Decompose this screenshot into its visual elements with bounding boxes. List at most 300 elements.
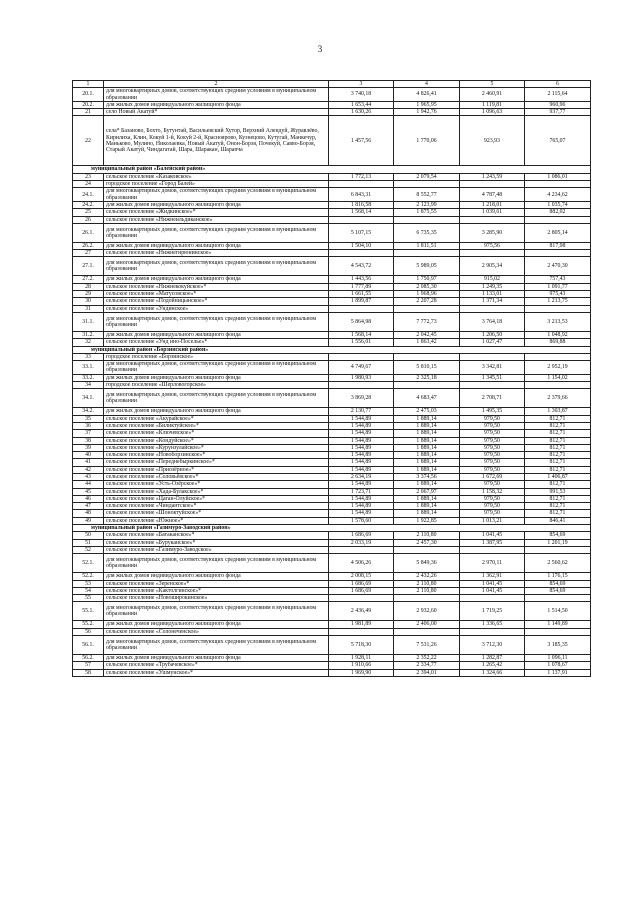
value-cell: 5 849,36: [394, 554, 460, 573]
value-cell: 8 552,77: [394, 188, 460, 202]
row-number: 24: [73, 181, 104, 188]
row-name: сельское поселение «Ключевское»*: [104, 430, 329, 437]
row-number: 36: [73, 422, 104, 429]
value-cell: 4 506,26: [329, 554, 394, 573]
table-row: [73, 408, 591, 415]
value-cell: 1 928,11: [329, 655, 394, 662]
value-cell: 3 712,30: [460, 636, 525, 655]
value-cell: 1 371,34: [460, 298, 525, 305]
row-number: 55: [73, 595, 104, 602]
value-cell: 979,50: [460, 510, 525, 517]
row-number: 57: [73, 662, 104, 669]
value-cell: [525, 216, 591, 223]
row-number: 58: [73, 669, 104, 676]
value-cell: 1 889,14: [394, 459, 460, 466]
value-cell: [394, 595, 460, 602]
row-number: 39: [73, 444, 104, 451]
row-name: для многоквартирных домов, соответствующих средним условиям в муниципальном образовании: [104, 257, 329, 276]
table-row: [73, 595, 591, 602]
row-name: сельское поселение «Жидкинское»*: [104, 209, 329, 216]
row-name: сельское поселение «Шоноктуйское»*: [104, 510, 329, 517]
value-cell: [329, 382, 394, 389]
row-name: для жилых домов индивидуального жилищного фонда: [104, 621, 329, 628]
value-cell: 1 041,45: [460, 580, 525, 587]
value-cell: 2 008,15: [329, 573, 394, 580]
value-cell: 2 560,62: [525, 554, 591, 573]
row-name: сельское поселение «Матусовское»*: [104, 291, 329, 298]
value-cell: 1 544,89: [329, 422, 394, 429]
table-row: [73, 481, 591, 488]
value-cell: 1 048,92: [525, 331, 591, 338]
value-cell: 979,50: [460, 466, 525, 473]
value-cell: 1 544,89: [329, 452, 394, 459]
value-cell: 979,50: [460, 495, 525, 502]
value-cell: [394, 546, 460, 553]
row-name: сельское поселение «Казаковское»: [104, 173, 329, 180]
value-cell: [525, 546, 591, 553]
value-cell: [329, 305, 394, 312]
header-cell: 2: [104, 81, 329, 88]
value-cell: 1 980,93: [329, 374, 394, 381]
row-number: 32: [73, 339, 104, 346]
table-row: [73, 109, 591, 116]
row-name: сельское поселение «Буруканское»*: [104, 539, 329, 546]
value-cell: 1 158,32: [460, 488, 525, 495]
value-cell: 975,43: [525, 291, 591, 298]
row-number: 33: [73, 353, 104, 360]
value-cell: 1 133,01: [460, 291, 525, 298]
row-number: 38: [73, 437, 104, 444]
table-row: [73, 580, 591, 587]
row-number: 40: [73, 452, 104, 459]
table-row: [73, 510, 591, 517]
value-cell: 1 653,44: [329, 101, 394, 108]
value-cell: 4 683,47: [394, 389, 460, 408]
value-cell: 979,50: [460, 481, 525, 488]
header-cell: 1: [73, 81, 104, 88]
row-name: для многоквартирных домов, соответствующих средним условиям в муниципальном образовании: [104, 554, 329, 573]
table-row: [73, 250, 591, 257]
value-cell: 1 544,89: [329, 495, 394, 502]
row-number: 49: [73, 517, 104, 524]
value-cell: 812,71: [525, 444, 591, 451]
header-cell: 5: [460, 81, 525, 88]
row-number: 31: [73, 305, 104, 312]
value-cell: 1 544,89: [329, 466, 394, 473]
value-cell: 1 568,14: [329, 209, 394, 216]
table-row: [73, 415, 591, 422]
value-cell: 2 110,80: [394, 532, 460, 539]
value-cell: 5 989,05: [394, 257, 460, 276]
value-cell: 7 772,73: [394, 312, 460, 331]
value-cell: 1 096,11: [525, 655, 591, 662]
value-cell: [394, 353, 460, 360]
value-cell: [329, 216, 394, 223]
value-cell: 1 544,89: [329, 430, 394, 437]
row-number: 26: [73, 216, 104, 223]
value-cell: 1 544,89: [329, 437, 394, 444]
table-row: [73, 382, 591, 389]
value-cell: 5 810,15: [394, 361, 460, 375]
row-name: сельское поселение «Переднебыркинское»*: [104, 459, 329, 466]
value-cell: [394, 628, 460, 635]
row-name: для многоквартирных домов, соответствующих средним условиям в муниципальном образовании: [104, 636, 329, 655]
value-cell: 979,50: [460, 415, 525, 422]
table-row: [73, 517, 591, 524]
row-number: 50: [73, 532, 104, 539]
value-cell: 1 249,35: [460, 283, 525, 290]
value-cell: 1 981,89: [329, 621, 394, 628]
value-cell: 915,02: [460, 276, 525, 283]
row-name: сельское поселение «Ушмунское»*: [104, 669, 329, 676]
value-cell: 854,69: [525, 587, 591, 594]
value-cell: [525, 382, 591, 389]
value-cell: [329, 250, 394, 257]
value-cell: 757,43: [525, 276, 591, 283]
table-row: [73, 532, 591, 539]
value-cell: 1 544,89: [329, 415, 394, 422]
value-cell: 1 443,56: [329, 276, 394, 283]
value-cell: 2 432,26: [394, 573, 460, 580]
row-number: 33.1.: [73, 361, 104, 375]
row-number: 24.2.: [73, 201, 104, 208]
value-cell: 1 544,89: [329, 510, 394, 517]
value-cell: 1 041,45: [460, 532, 525, 539]
value-cell: [460, 353, 525, 360]
table-row: [73, 554, 591, 573]
value-cell: [329, 595, 394, 602]
value-cell: 3 285,90: [460, 223, 525, 242]
row-name: для жилых домов индивидуального жилищного фонда: [104, 101, 329, 108]
value-cell: 1 889,14: [394, 430, 460, 437]
row-number: 34: [73, 382, 104, 389]
row-number: 42: [73, 466, 104, 473]
value-cell: 1 686,69: [329, 580, 394, 587]
value-cell: 1 495,35: [460, 408, 525, 415]
table-row: [73, 495, 591, 502]
value-cell: 1 863,42: [394, 339, 460, 346]
table-row: [73, 452, 591, 459]
table-row: [73, 628, 591, 635]
value-cell: 6 735,35: [394, 223, 460, 242]
row-name: сельское поселение «Нижнеильдиканское»: [104, 216, 329, 223]
value-cell: 1 910,66: [329, 662, 394, 669]
value-cell: 812,71: [525, 437, 591, 444]
row-name: сельское поселение «Акурайское»*: [104, 415, 329, 422]
value-cell: 812,71: [525, 430, 591, 437]
row-number: 47: [73, 503, 104, 510]
row-number: 27: [73, 250, 104, 257]
row-number: 56: [73, 628, 104, 635]
row-name: сельское поселение «Батаканское»*: [104, 532, 329, 539]
row-name: сельское поселение «Зеренское»*: [104, 580, 329, 587]
section-title: муниципальный район «Борзинский район»: [73, 346, 591, 353]
value-cell: [460, 181, 525, 188]
table-row: [73, 539, 591, 546]
row-name: сельское поселение «Цаган-Олуйское»*: [104, 495, 329, 502]
value-cell: 1 154,02: [525, 374, 591, 381]
row-name: сельское поселение «Солонеченское»: [104, 628, 329, 635]
value-cell: 3 764,18: [460, 312, 525, 331]
row-name: для многоквартирных домов, соответствующих средним условиям в муниципальном образовании: [104, 223, 329, 242]
row-number: 35: [73, 415, 104, 422]
value-cell: 1 362,91: [460, 573, 525, 580]
table-row: [73, 223, 591, 242]
row-number: 20.1.: [73, 88, 104, 102]
table-row: [73, 422, 591, 429]
value-cell: 1 119,81: [460, 101, 525, 108]
value-cell: 2 394,01: [394, 669, 460, 676]
table-row: [73, 173, 591, 180]
row-number: 27.2.: [73, 276, 104, 283]
value-cell: 817,98: [525, 242, 591, 249]
row-name: сельское поселение «Чиндантское»*: [104, 503, 329, 510]
value-cell: 6 843,31: [329, 188, 394, 202]
row-name: сельское поселение «Курунзулайское»*: [104, 444, 329, 451]
row-name: сельское поселение «Трубачевское»*: [104, 662, 329, 669]
value-cell: 4 234,62: [525, 188, 591, 202]
row-number: 52: [73, 546, 104, 553]
value-cell: 846,41: [525, 517, 591, 524]
value-cell: 1 889,14: [394, 452, 460, 459]
value-cell: 2 325,18: [394, 374, 460, 381]
table-row: [73, 116, 591, 166]
row-number: 28: [73, 283, 104, 290]
value-cell: 1 630,26: [329, 109, 394, 116]
row-number: 48: [73, 510, 104, 517]
value-cell: 2 406,00: [394, 621, 460, 628]
value-cell: 2 115,64: [525, 88, 591, 102]
row-name: сельское поселение «Новоширокинское»: [104, 595, 329, 602]
value-cell: 1 282,87: [460, 655, 525, 662]
row-name: сельское поселение «Кактолгинское»*: [104, 587, 329, 594]
value-cell: 1 750,97: [394, 276, 460, 283]
table-row: [73, 305, 591, 312]
value-cell: 979,50: [460, 437, 525, 444]
value-cell: 923,93: [460, 116, 525, 166]
value-cell: 3 342,81: [460, 361, 525, 375]
value-cell: 1 035,74: [525, 201, 591, 208]
table-row: [73, 546, 591, 553]
header-cell: 3: [329, 81, 394, 88]
value-cell: 2 207,28: [394, 298, 460, 305]
row-number: 56.1.: [73, 636, 104, 655]
value-cell: 1 345,51: [460, 374, 525, 381]
value-cell: 3 374,56: [394, 473, 460, 480]
row-number: 34.1.: [73, 389, 104, 408]
value-cell: 1 899,87: [329, 298, 394, 305]
value-cell: 2 110,80: [394, 580, 460, 587]
value-cell: 1 661,55: [329, 291, 394, 298]
value-cell: 4 826,41: [394, 88, 460, 102]
tariff-table: [72, 80, 591, 677]
value-cell: 2 457,30: [394, 539, 460, 546]
table-row: [73, 216, 591, 223]
value-cell: 2 805,14: [525, 223, 591, 242]
value-cell: 1 772,13: [329, 173, 394, 180]
table-row: [73, 587, 591, 594]
value-cell: [525, 628, 591, 635]
row-name: городское поселение «Город Балей»: [104, 181, 329, 188]
row-name: сельское поселение «Новоборзинское»*: [104, 452, 329, 459]
row-name: сельское поселение «Нижнегирюнинское»: [104, 250, 329, 257]
value-cell: 1 218,01: [460, 201, 525, 208]
value-cell: 1 889,14: [394, 466, 460, 473]
value-cell: 1 406,87: [525, 473, 591, 480]
row-name: городское поселение «Шерловогорское»: [104, 382, 329, 389]
value-cell: 4 543,72: [329, 257, 394, 276]
value-cell: [460, 546, 525, 553]
value-cell: 882,02: [525, 209, 591, 216]
row-number: 34.2.: [73, 408, 104, 415]
value-cell: 1 137,91: [525, 669, 591, 676]
value-cell: [460, 382, 525, 389]
table-row: [73, 181, 591, 188]
value-cell: 1 965,95: [394, 101, 460, 108]
value-cell: 1 176,15: [525, 573, 591, 580]
value-cell: 3 213,53: [525, 312, 591, 331]
value-cell: 812,71: [525, 415, 591, 422]
value-cell: 1 723,71: [329, 488, 394, 495]
value-cell: 1 889,14: [394, 481, 460, 488]
row-name: сельское поселение «Хада-Булакское»*: [104, 488, 329, 495]
page-number: 3: [317, 44, 323, 54]
value-cell: 812,71: [525, 459, 591, 466]
value-cell: 7 531,26: [394, 636, 460, 655]
value-cell: 1 968,96: [394, 291, 460, 298]
header-row: [73, 81, 591, 88]
value-cell: 979,50: [460, 444, 525, 451]
value-cell: 1 889,14: [394, 422, 460, 429]
row-number: 37: [73, 430, 104, 437]
value-cell: 1 457,56: [329, 116, 394, 166]
table-row: [73, 503, 591, 510]
value-cell: 960,96: [525, 101, 591, 108]
table-row: [73, 283, 591, 290]
table-row: [73, 361, 591, 375]
value-cell: 2 123,99: [394, 201, 460, 208]
value-cell: 1 942,76: [394, 109, 460, 116]
row-number: 56.2.: [73, 655, 104, 662]
value-cell: 1 027,47: [460, 339, 525, 346]
row-name: села* Базаново, Бохто, Бутунтай, Васильевский Хутор, Верхний Алендуй, Журавлёво, Кирилиха, Клин, Кокуй 1-й, Кокуй 2-й, Красноярово, Кузнецово, Кутугай, Манкечур, Маньково, Мулино, Николаевка, Новый Акатуй, Онон-Борзя, Почекуй, Савво-Борзя, Старый Акатуй, Чиндагатай, Шара, Шаракан, Шарanча: [104, 116, 329, 166]
value-cell: [394, 181, 460, 188]
row-number: 53: [73, 580, 104, 587]
table-row: [73, 188, 591, 202]
value-cell: [394, 305, 460, 312]
section-title: муниципальный район «Газимуро-Заводский район»: [73, 525, 591, 532]
value-cell: 2 079,54: [394, 173, 460, 180]
row-name: для жилых домов индивидуального жилищного фонда: [104, 201, 329, 208]
value-cell: [460, 305, 525, 312]
value-cell: [525, 353, 591, 360]
value-cell: 1 544,89: [329, 444, 394, 451]
value-cell: 1 556,01: [329, 339, 394, 346]
value-cell: 1 889,14: [394, 444, 460, 451]
value-cell: 1 514,50: [525, 602, 591, 621]
row-number: 54: [73, 587, 104, 594]
row-name: сельское поселение «Приозёрное»*: [104, 466, 329, 473]
value-cell: 979,50: [460, 459, 525, 466]
row-number: 45: [73, 488, 104, 495]
table-row: [73, 430, 591, 437]
table-row: [73, 621, 591, 628]
value-cell: 1 889,14: [394, 415, 460, 422]
value-cell: 1 811,51: [394, 242, 460, 249]
value-cell: 1 039,61: [460, 209, 525, 216]
row-number: 55.1.: [73, 602, 104, 621]
value-cell: 812,71: [525, 452, 591, 459]
row-name: для многоквартирных домов, соответствующих средним условиям в муниципальном образовании: [104, 312, 329, 331]
table-row: [73, 374, 591, 381]
value-cell: 1 265,42: [460, 662, 525, 669]
row-name: для жилых домов индивидуального жилищного фонда: [104, 242, 329, 249]
row-number: 26.2.: [73, 242, 104, 249]
row-name: для жилых домов индивидуального жилищного фонда: [104, 276, 329, 283]
value-cell: 1 544,89: [329, 503, 394, 510]
value-cell: 2 130,77: [329, 408, 394, 415]
row-number: 30: [73, 298, 104, 305]
value-cell: 1 889,14: [394, 510, 460, 517]
value-cell: [525, 250, 591, 257]
row-name: сельское поселение «Газимуро-Заводское»: [104, 546, 329, 553]
row-name: для многоквартирных домов, соответствующих средним условиям в муниципальном образовании: [104, 188, 329, 202]
value-cell: 2 970,11: [460, 554, 525, 573]
row-number: 29: [73, 291, 104, 298]
value-cell: [460, 216, 525, 223]
value-cell: 2 334,77: [394, 662, 460, 669]
value-cell: 812,71: [525, 510, 591, 517]
table-row: [73, 242, 591, 249]
row-name: для многоквартирных домов, соответствующих средним условиям в муниципальном образовании: [104, 389, 329, 408]
value-cell: 2 085,30: [394, 283, 460, 290]
value-cell: 2 634,19: [329, 473, 394, 480]
table-row: [73, 298, 591, 305]
row-name: сельское поселение «Кондуйское»*: [104, 437, 329, 444]
value-cell: 2 352,22: [394, 655, 460, 662]
value-cell: 1 149,89: [525, 621, 591, 628]
table-row: [73, 573, 591, 580]
section-title: муниципальный район «Балейский район»: [73, 166, 591, 173]
row-name: для многоквартирных домов, соответствующих средним условиям в муниципальном образовании: [104, 361, 329, 375]
value-cell: 991,53: [525, 488, 591, 495]
row-name: сельское поселение «Соловьёвское»*: [104, 473, 329, 480]
value-cell: 979,50: [460, 452, 525, 459]
value-cell: 5 107,15: [329, 223, 394, 242]
value-cell: 1 041,45: [460, 587, 525, 594]
table-row: [73, 88, 591, 102]
value-cell: 1 922,85: [394, 517, 460, 524]
value-cell: 4 749,67: [329, 361, 394, 375]
value-cell: 1 777,89: [329, 283, 394, 290]
section-row: [73, 525, 591, 532]
value-cell: 1 568,14: [329, 331, 394, 338]
value-cell: 3 185,35: [525, 636, 591, 655]
row-number: 20.2.: [73, 101, 104, 108]
row-name: для жилых домов индивидуального жилищного фонда: [104, 573, 329, 580]
table-row: [73, 101, 591, 108]
value-cell: 2 110,80: [394, 587, 460, 594]
table-row: [73, 353, 591, 360]
section-row: [73, 166, 591, 173]
row-name: городское поселение «Борзинское»: [104, 353, 329, 360]
row-name: для жилых домов индивидуального жилищного фонда: [104, 374, 329, 381]
value-cell: 1 719,25: [460, 602, 525, 621]
value-cell: 1 504,10: [329, 242, 394, 249]
row-number: 21: [73, 109, 104, 116]
value-cell: 979,50: [460, 422, 525, 429]
row-number: 27.1.: [73, 257, 104, 276]
